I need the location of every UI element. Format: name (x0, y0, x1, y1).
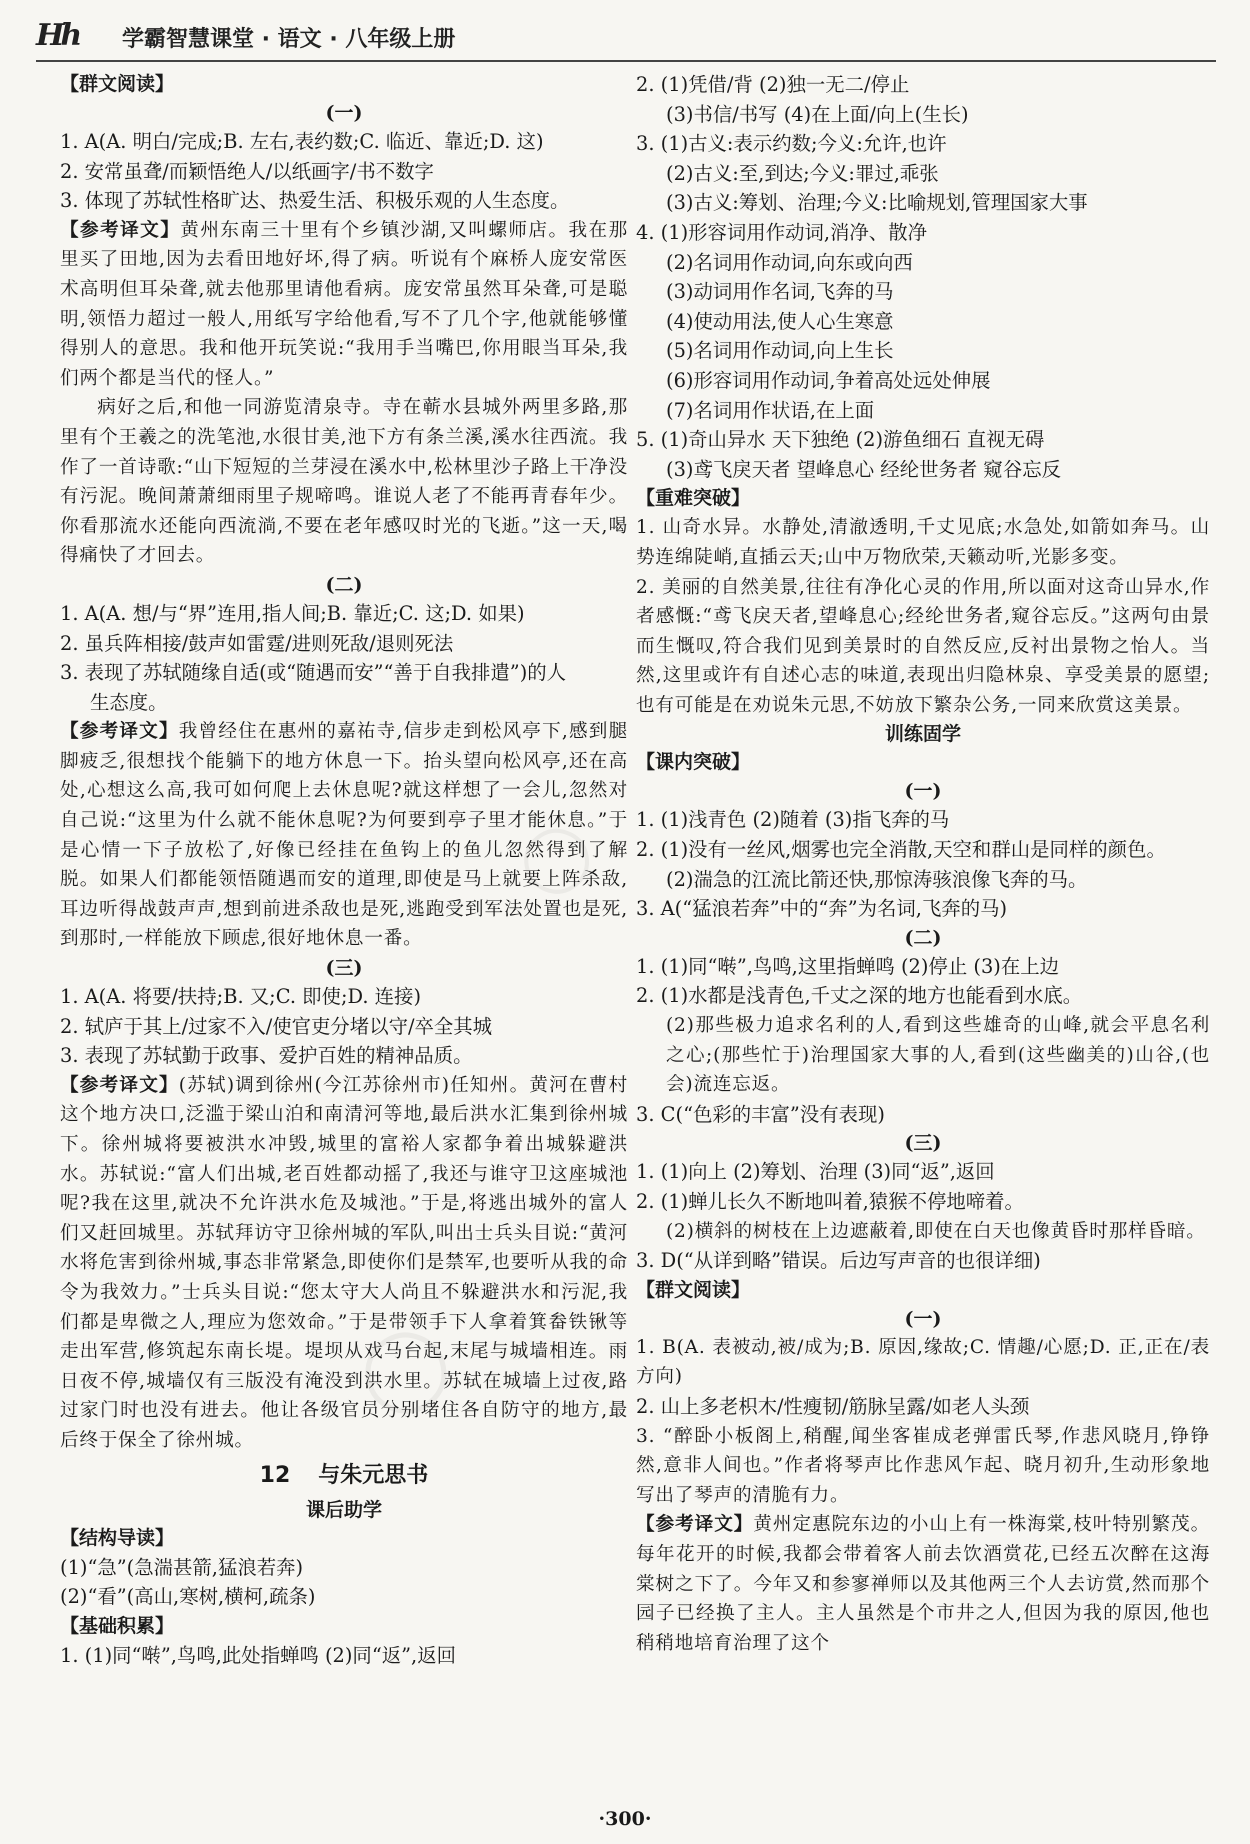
answer-line: 1. A(A. 想/与“界”连用,指人间;B. 靠近;C. 这;D. 如果) (60, 601, 525, 625)
answer-line: (6)形容词用作动词,争着高处远处伸展 (666, 368, 991, 392)
translation-paragraph: 病好之后,和他一同游览清泉寺。寺在蕲水县城外两里多路,那里有个王羲之的洗笔池,水很甘美,池下方有条兰溪,溪水往西流。我作了一首诗歌:“山下短短的兰芽浸在溪水中,松林里沙子路上干净没有污泥。晚间萧萧细雨里子规啼鸣。谁说人老了不能再青春年少。你看那流水还能向西流淌,不要在老年感叹时光的飞逝。”这一天,喝得痛快了才回去。 (60, 397, 628, 567)
answer-line: 生态度。 (90, 690, 168, 714)
answer-line: 3. 表现了苏轼勤于政事、爱护百姓的精神品质。 (60, 1044, 473, 1068)
answer-line: 4. (1)形容词用作动词,消净、散净 (636, 220, 927, 244)
answer-paragraph: (2)那些极力追求名利的人,看到这些雄奇的山峰,就会平息名利之心;(那些忙于)治理国家大事的人,看到(这些幽美的)山谷,(也会)流连忘返。 (666, 1015, 1210, 1096)
answer-line: 2. (1)蝉儿长久不断地叫着,猿猴不停地啼着。 (636, 1190, 1024, 1213)
answer-line: (5)名词用作动词,向上生长 (666, 339, 894, 363)
answer-line: 2. (1)凭借/背 (2)独一无二/停止 (636, 73, 910, 96)
section-heading: 【结构导读】 (60, 1526, 175, 1549)
chapter-title (60, 1456, 628, 1496)
answer-line: (2)“看”(高山,寒树,横柯,疏条) (60, 1585, 316, 1609)
translation-paragraph: 【参考译文】我曾经住在惠州的嘉祐寺,信步走到松风亭下,感到腿脚疲乏,很想找个能躺下的地方休息一下。抬头望向松风亭,还在高处,心想这么高,我可如何爬上去休息呢?就这样想了一会儿,忽然对自己说:“这里为什么就不能休息呢?为何要到亭子里才能休息。”于是心情一下子放松了,好像已经挂在鱼钩上的鱼儿忽然得到了解脱。如果人们都能领悟随遇而安的道理,即使是马上就要上阵杀敌,耳边听得战鼓声声,想到前进杀敌也是死,逃跑受到军法处置也是死,到那时,一样能放下顾虑,很好地休息一番。 (60, 721, 628, 950)
reference-tag: 【参考译文】 (60, 219, 181, 241)
answer-line: 2. 山上多老枳木/性瘦韧/筋脉呈露/如老人头颈 (636, 1394, 1030, 1418)
page-header (36, 14, 1216, 54)
left-column (60, 70, 628, 1670)
answer-line: 3. 表现了苏轼随缘自适(或“随遇而安”“善于自我排遣”)的人 (60, 661, 567, 685)
group-heading: (二) (904, 926, 942, 949)
answer-line: 3. 体现了苏轼性格旷达、热爱生活、积极乐观的人生态度。 (60, 189, 570, 213)
chapter-name: 与朱元思书 (318, 1462, 429, 1488)
answer-line: 2. 轼庐于其上/过家不入/使官吏分堵以守/卒全其城 (60, 1014, 493, 1038)
group-heading: (一) (904, 1307, 942, 1330)
answer-paragraph: 2. 美丽的自然美景,往往有净化心灵的作用,所以面对这奇山异水,作者感慨:“鸢飞戾天者,望峰息心;经纶世务者,窥谷忘反。”这两句由景而生慨叹,符合我们见到美景时的自然反应,反衬出景物之怡人。当然,这里或许有自述心志的味道,表现出归隐林泉、享受美景的愿望;也有可能是在劝说朱元思,不妨放下繁杂公务,一同来欣赏这美景。 (636, 576, 1210, 716)
subsection-title: 训练固学 (884, 723, 961, 746)
answer-line: (2)名词用作动词,向东或向西 (666, 250, 913, 274)
answer-paragraph: 1. B(A. 表被动,被/成为;B. 原因,缘故;C. 情趣/心愿;D. 正,正在/表方向) (636, 1336, 1210, 1388)
translation-paragraph: 【参考译文】黄州东南三十里有个乡镇沙湖,又叫螺师店。我在那里买了田地,因为去看田地好坏,得了病。听说有个麻桥人庞安常医术高明但耳朵聋,就去他那里请他看病。庞安常虽然耳朵聋,可是聪明,领悟力超过一般人,用纸写字给他看,写不了几个字,他就能够懂得别人的意思。我和他开玩笑说:“我用手当嘴巴,你用眼当耳朵,我们两个都是当代的怪人。” (60, 219, 628, 389)
answer-line: (3)古义:筹划、治理;今义:比喻规划,管理国家大事 (666, 191, 1088, 215)
answer-line: 2. (1)没有一丝风,烟雾也完全消散,天空和群山是同样的颜色。 (636, 838, 1166, 862)
answer-line: 3. C(“色彩的丰富”没有表现) (636, 1102, 885, 1126)
answer-line: (2)湍急的江流比箭还快,那惊涛骇浪像飞奔的马。 (666, 867, 1088, 891)
subsection-title: 课后助学 (305, 1498, 382, 1521)
page-number: ·300· (598, 1808, 652, 1830)
section-heading: 【群文阅读】 (636, 1278, 751, 1301)
reference-tag: 【参考译文】 (60, 721, 179, 743)
watermark: ◯ (514, 814, 598, 900)
section-heading: 【群文阅读】 (60, 73, 175, 95)
group-heading: (一) (325, 102, 363, 124)
answer-line: 2. 安常虽聋/而颖悟绝人/以纸画字/书不数字 (60, 159, 434, 183)
section-heading: 【课内突破】 (636, 751, 751, 774)
answer-line: 5. (1)奇山异水 天下独绝 (2)游鱼细石 直视无碍 (636, 428, 1045, 452)
section-heading: 【基础积累】 (60, 1614, 175, 1637)
answer-paragraph: 1. 山奇水异。水静处,清澈透明,千丈见底;水急处,如箭如奔马。山势连绵陡峭,直插云天;山中万物欣荣,天籁动听,光影多变。 (636, 517, 1210, 568)
answer-line: (3)动词用作名词,飞奔的马 (666, 280, 894, 304)
group-heading: (三) (325, 957, 363, 980)
answer-line: (1)“急”(急湍甚箭,猛浪若奔) (60, 1555, 304, 1579)
translation-paragraph: 【参考译文】(苏轼)调到徐州(今江苏徐州市)任知州。黄河在曹村这个地方决口,泛滥于梁山泊和南清河等地,最后洪水汇集到徐州城下。徐州城将要被洪水冲毁,城里的富裕人家都争着出城躲避洪水。苏轼说:“富人们出城,老百姓都动摇了,我还与谁守卫这座城池呢?我在这里,就决不允许洪水危及城池。”于是,将逃出城外的富人们又赶回城里。苏轼拜访守卫徐州城的军队,叫出士兵头目说:“黄河水将危害到徐州城,事态非常紧急,即使你们是禁军,也要听从我的命令为我效力。”士兵头目说:“您太守大人尚且不躲避洪水和污泥,我们都是卑微之人,理应为您效命。”于是带领手下人拿着箕畚铁锹等走出军营,修筑起东南长堤。堤坝从戏马台起,末尾与城墙相连。雨日夜不停,城墙仅有三版没有淹没到洪水里。苏轼在城墙上过夜,路过家门时也没有进去。他让各级官员分别堵住各自防守的地方,最后终于保全了徐州城。 (60, 1074, 628, 1451)
answer-line: (4)使动用法,使人心生寒意 (666, 309, 894, 333)
answer-line: (7)名词用作状语,在上面 (666, 398, 875, 422)
group-heading: (三) (904, 1132, 942, 1155)
answer-line: 1. A(A. 将要/扶持;B. 又;C. 即使;D. 连接) (60, 985, 422, 1009)
answer-line: 1. (1)同“啭”,鸟鸣,这里指蝉鸣 (2)停止 (3)在上边 (636, 954, 1060, 978)
section-heading: 【重难突破】 (636, 487, 751, 510)
header-rule (36, 60, 1216, 62)
reference-tag: 【参考译文】 (60, 1074, 179, 1096)
answer-paragraph: 3. “醉卧小板阁上,稍醒,闻坐客崔成老弹雷氏琴,作悲风晓月,铮铮然,意非人间也。”作者将琴声比作悲风乍起、晓月初升,生动形象地写出了琴声的清脆有力。 (636, 1425, 1210, 1506)
group-heading: (一) (904, 780, 942, 803)
translation-paragraph: 【参考译文】黄州定惠院东边的小山上有一株海棠,枝叶特别繁茂。每年花开的时候,我都会带着客人前去饮酒赏花,已经五次醉在这海棠树之下了。今年又和参寥禅师以及其他两三个人去访赏,然而那个园子已经换了主人。主人虽然是个市井之人,但因为我的原因,他也稍稍地培育治理了这个 (636, 1514, 1210, 1654)
answer-paragraph: (2)横斜的树枝在上边遮蔽着,即使在白天也像黄昏时那样昏暗。 (666, 1220, 1206, 1242)
answer-line: 1. (1)向上 (2)筹划、治理 (3)同“返”,返回 (636, 1160, 995, 1184)
answer-line: 1. A(A. 明白/完成;B. 左右,表约数;C. 临近、靠近;D. 这) (60, 130, 544, 153)
answer-line: (3)鸢飞戾天者 望峰息心 经纶世务者 窥谷忘反 (666, 457, 1061, 481)
answer-line: 3. A(“猛浪若奔”中的“奔”为名词,飞奔的马) (636, 897, 1008, 921)
running-title: 学霸智慧课堂 · 语文 · 八年级上册 (122, 27, 456, 52)
answer-line: (3)书信/书写 (4)在上面/向上(生长) (666, 102, 969, 126)
answer-line: (2)古义:至,到达;今义:罪过,乖张 (666, 161, 939, 185)
answer-line: 1. (1)浅青色 (2)随着 (3)指飞奔的马 (636, 808, 950, 832)
chapter-number: 12 (259, 1462, 291, 1488)
answer-line: 3. (1)古义:表示约数;今义:允许,也许 (636, 132, 947, 156)
reference-tag: 【参考译文】 (636, 1514, 754, 1536)
answer-line: 1. (1)同“啭”,鸟鸣,此处指蝉鸣 (2)同“返”,返回 (60, 1643, 456, 1667)
group-heading: (二) (325, 573, 363, 596)
publisher-logo: Hh (36, 18, 79, 53)
answer-line: 3. D(“从详到略”错误。后边写声音的也很详细) (636, 1249, 1041, 1273)
answer-line: 2. 虽兵阵相接/鼓声如雷霆/进则死敌/退则死法 (60, 631, 454, 655)
watermark: ◯ (352, 1312, 457, 1421)
right-column (636, 70, 1210, 1658)
answer-line: 2. (1)水都是浅青色,千丈之深的地方也能看到水底。 (636, 984, 1083, 1008)
